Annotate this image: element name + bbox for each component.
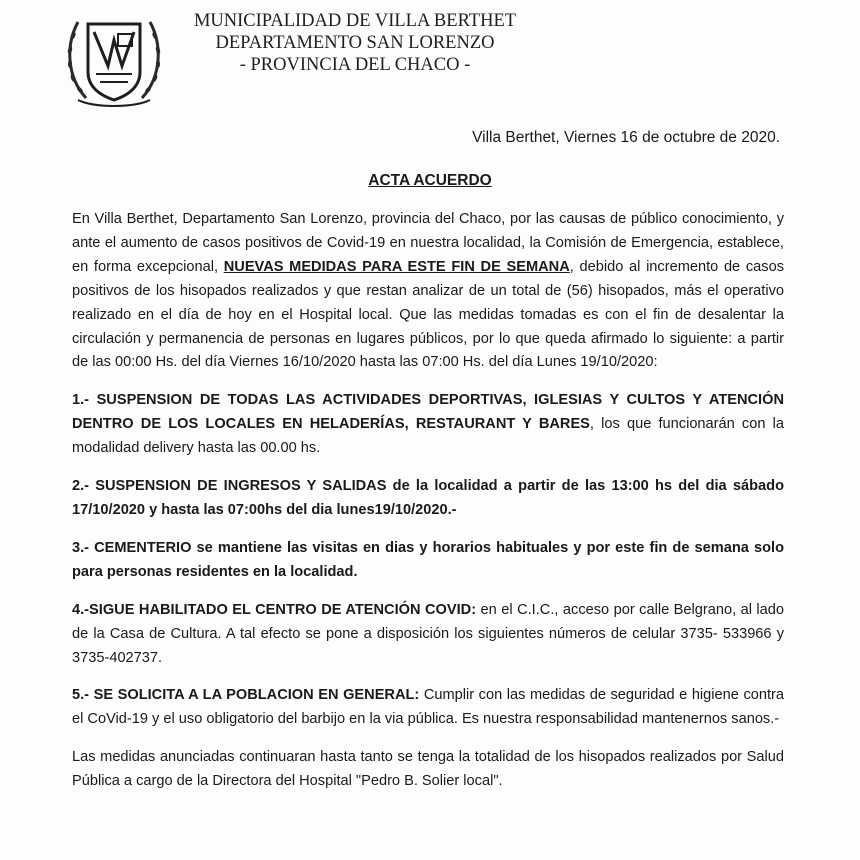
measure-item-3-bold: 3.- CEMENTERIO se mantiene las visitas en dias y horarios habituales y por este fin de semana solo para personas residentes en la localidad. [72, 539, 784, 580]
measure-item-1-text: , los que funcionarán con la modalidad delivery hasta las 00.00 hs. [72, 416, 784, 457]
measure-item-5-text: Cumplir con las medidas de seguridad e higiene contra el CoVid-19 y el uso obligatorio del barbijo en la via pública. Es nuestra responsabilidad mantenernos sanos.- [72, 687, 784, 728]
measure-item-1 [72, 389, 784, 461]
letterhead [180, 10, 530, 76]
measure-item-3 [72, 537, 784, 585]
intro-text-after: , debido al incremento de casos positivos de los hisopados realizados y que restan analizar de un total de (56) hisopados, más el operativo realizado en el día de hoy en el Hospital local. Que las medidas tomadas es con el fin de desalentar la circulación y permanencia de personas en lugares públicos, por lo que queda afirmado lo siguiente: a partir de las 00:00 Hs. del día Viernes 16/10/2020 hasta las 07:00 Hs. del día Lunes 19/10/2020: [72, 258, 784, 371]
measure-item-4 [72, 599, 784, 671]
measure-item-5-bold: 5.- SE SOLICITA A LA POBLACION EN GENERAL: [72, 687, 420, 704]
intro-highlight: NUEVAS MEDIDAS PARA ESTE FIN DE SEMANA [223, 258, 570, 275]
municipal-seal [64, 10, 164, 114]
measure-item-4-bold: 4.-SIGUE HABILITADO EL CENTRO DE ATENCIÓN COVID: [72, 601, 477, 618]
measure-item-4-text: en el C.I.C., acceso por calle Belgrano, al lado de la Casa de Cultura. A tal efecto se pone a disposición los siguientes números de celular 3735- 533966 y 3735-402737. [72, 601, 784, 666]
document-date: Villa Berthet, Viernes 16 de octubre de 2020. [472, 129, 780, 146]
measure-item-2 [72, 475, 784, 523]
letterhead-line-municipality: MUNICIPALIDAD DE VILLA BERTHET [193, 11, 517, 31]
intro-paragraph [72, 208, 784, 375]
letterhead-line-province: - PROVINCIA DEL CHACO - [239, 55, 471, 75]
measure-item-1-bold: 1.- SUSPENSION DE TODAS LAS ACTIVIDADES DEPORTIVAS, IGLESIAS Y CULTOS Y ATENCIÓN DENTRO DE LOS LOCALES EN HELADERÍAS, RESTAURANT Y BARES [72, 392, 784, 433]
closing-paragraph: Las medidas anunciadas continuaran hasta tanto se tenga la totalidad de los hisopados realizados por Salud Pública a cargo de la Directora del Hospital "Pedro B. Solier local". [72, 749, 784, 790]
document-title-text: ACTA ACUERDO [368, 172, 492, 189]
measure-item-5 [72, 684, 784, 732]
letterhead-line-department: DEPARTAMENTO SAN LORENZO [215, 33, 495, 53]
intro-text-before: En Villa Berthet, Departamento San Lorenzo, provincia del Chaco, por las causas de público conocimiento, y ante el aumento de casos positivos de Covid-19 en nuestra localidad, la Comisión de Emergencia, establece, en forma excepcional, [72, 211, 784, 275]
document-title [0, 172, 860, 190]
document-body [72, 208, 784, 794]
municipal-coat-of-arms-icon [64, 10, 164, 114]
measure-item-2-bold: 2.- SUSPENSION DE INGRESOS Y SALIDAS de la localidad a partir de las 13:00 hs del dia sábado 17/10/2020 y hasta las 07:00hs del dia lunes19/10/2020.- [72, 478, 784, 518]
